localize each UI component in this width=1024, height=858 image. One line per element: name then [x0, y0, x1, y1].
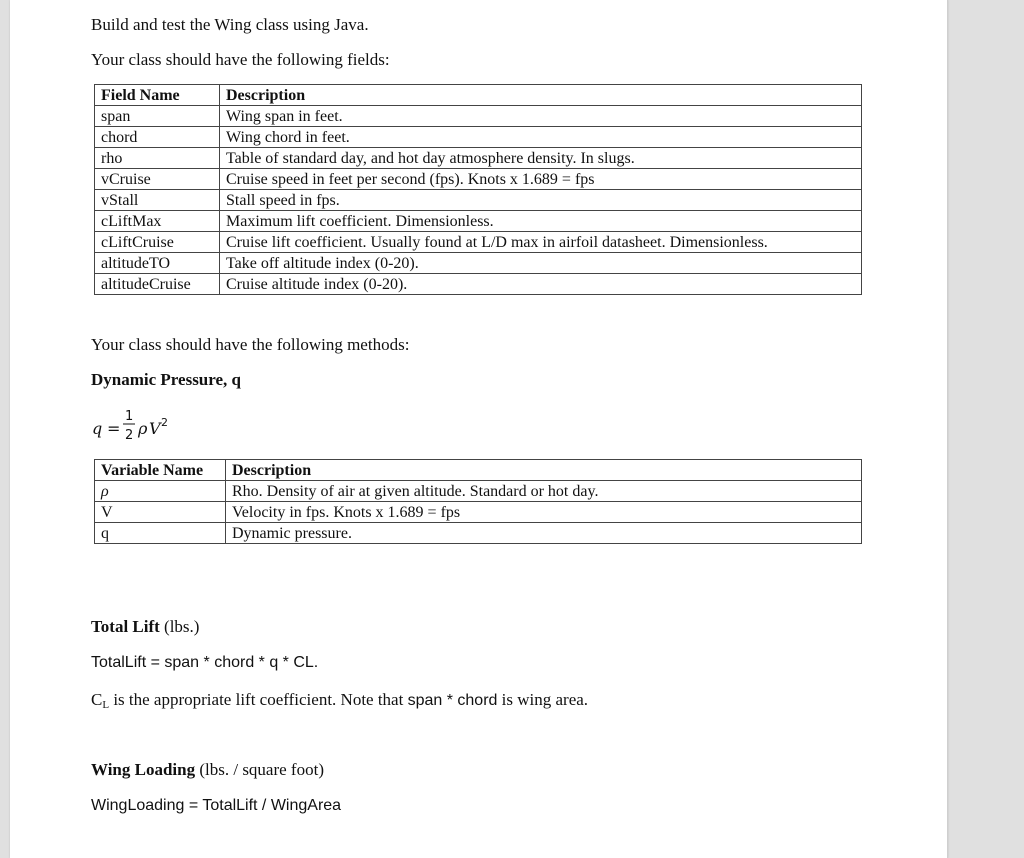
methods-intro: Your class should have the following methods:: [91, 335, 410, 354]
intro-line-1: Build and test the Wing class using Java.: [91, 15, 369, 34]
formula-q: q: [92, 419, 103, 438]
header-field-name: Field Name: [95, 85, 220, 106]
total-lift-heading: [91, 617, 199, 637]
field-description-cell: Table of standard day, and hot day atmosphere density. In slugs.: [220, 148, 862, 169]
field-description-cell: Cruise speed in feet per second (fps). Knots x 1.689 = fps: [220, 169, 862, 190]
table-row: [95, 232, 862, 253]
header-variable-name: Variable Name: [95, 460, 226, 481]
variable-description-cell: Dynamic pressure.: [226, 523, 862, 544]
wing-loading-formula: WingLoading = TotalLift / WingArea: [91, 797, 342, 814]
field-description-cell: Cruise lift coefficient. Usually found at L/D max in airfoil datasheet. Dimensionless.: [220, 232, 862, 253]
wing-loading-heading-bold: Wing Loading: [91, 760, 196, 779]
field-description-cell: Wing span in feet.: [220, 106, 862, 127]
formula-denominator: 2: [125, 428, 134, 443]
total-lift-heading-units: (lbs.): [159, 617, 200, 636]
field-description-cell: Wing chord in feet.: [220, 127, 862, 148]
table-row: [95, 481, 862, 502]
note-middle: is the appropriate lift coefficient. Note that: [109, 690, 408, 709]
table-header-row: [95, 460, 862, 481]
formula-v: V: [149, 419, 161, 438]
header-description: Description: [226, 460, 862, 481]
document-page: [10, 0, 948, 858]
table-row: [95, 523, 862, 544]
variable-name-cell: q: [95, 523, 226, 544]
field-name-cell: rho: [95, 148, 220, 169]
field-name-cell: cLiftCruise: [95, 232, 220, 253]
field-name-cell: vStall: [95, 190, 220, 211]
dynamic-pressure-formula: [90, 402, 210, 452]
field-name-cell: altitudeCruise: [95, 274, 220, 295]
wing-loading-heading: [91, 760, 324, 780]
formula-equals: =: [107, 419, 121, 438]
table-row: [95, 274, 862, 295]
note-code: span * chord: [407, 692, 498, 709]
table-row: [95, 190, 862, 211]
field-description-cell: Cruise altitude index (0-20).: [220, 274, 862, 295]
total-lift-note: [91, 690, 588, 712]
dynamic-pressure-heading: Dynamic Pressure, q: [91, 370, 242, 389]
note-c: C: [91, 690, 103, 709]
field-name-cell: span: [95, 106, 220, 127]
field-name-cell: vCruise: [95, 169, 220, 190]
fields-table: [94, 84, 862, 295]
field-name-cell: cLiftMax: [95, 211, 220, 232]
wing-loading-heading-units: (lbs. / square foot): [195, 760, 324, 779]
formula-numerator: 1: [125, 409, 134, 424]
total-lift-heading-bold: Total Lift: [91, 617, 160, 636]
table-header-row: [95, 85, 862, 106]
variable-description-cell: Velocity in fps. Knots x 1.689 = fps: [226, 502, 862, 523]
variable-name-cell: ρ: [95, 481, 226, 502]
total-lift-formula: TotalLift = span * chord * q * CL.: [91, 654, 319, 671]
variable-name-cell: V: [95, 502, 226, 523]
table-row: [95, 211, 862, 232]
variable-description-cell: Rho. Density of air at given altitude. Standard or hot day.: [226, 481, 862, 502]
field-name-cell: chord: [95, 127, 220, 148]
formula-exponent: 2: [161, 416, 168, 429]
table-row: [95, 253, 862, 274]
table-row: [95, 502, 862, 523]
field-name-cell: altitudeTO: [95, 253, 220, 274]
formula-rho: ρ: [138, 419, 148, 438]
header-description: Description: [220, 85, 862, 106]
table-row: [95, 127, 862, 148]
table-row: [95, 169, 862, 190]
intro-line-2: Your class should have the following fields:: [91, 50, 390, 69]
table-row: [95, 148, 862, 169]
note-end: is wing area.: [497, 690, 589, 709]
variables-table: [94, 459, 862, 544]
table-row: [95, 106, 862, 127]
field-description-cell: Take off altitude index (0-20).: [220, 253, 862, 274]
note-subscript: L: [102, 699, 110, 711]
field-description-cell: Maximum lift coefficient. Dimensionless.: [220, 211, 862, 232]
field-description-cell: Stall speed in fps.: [220, 190, 862, 211]
